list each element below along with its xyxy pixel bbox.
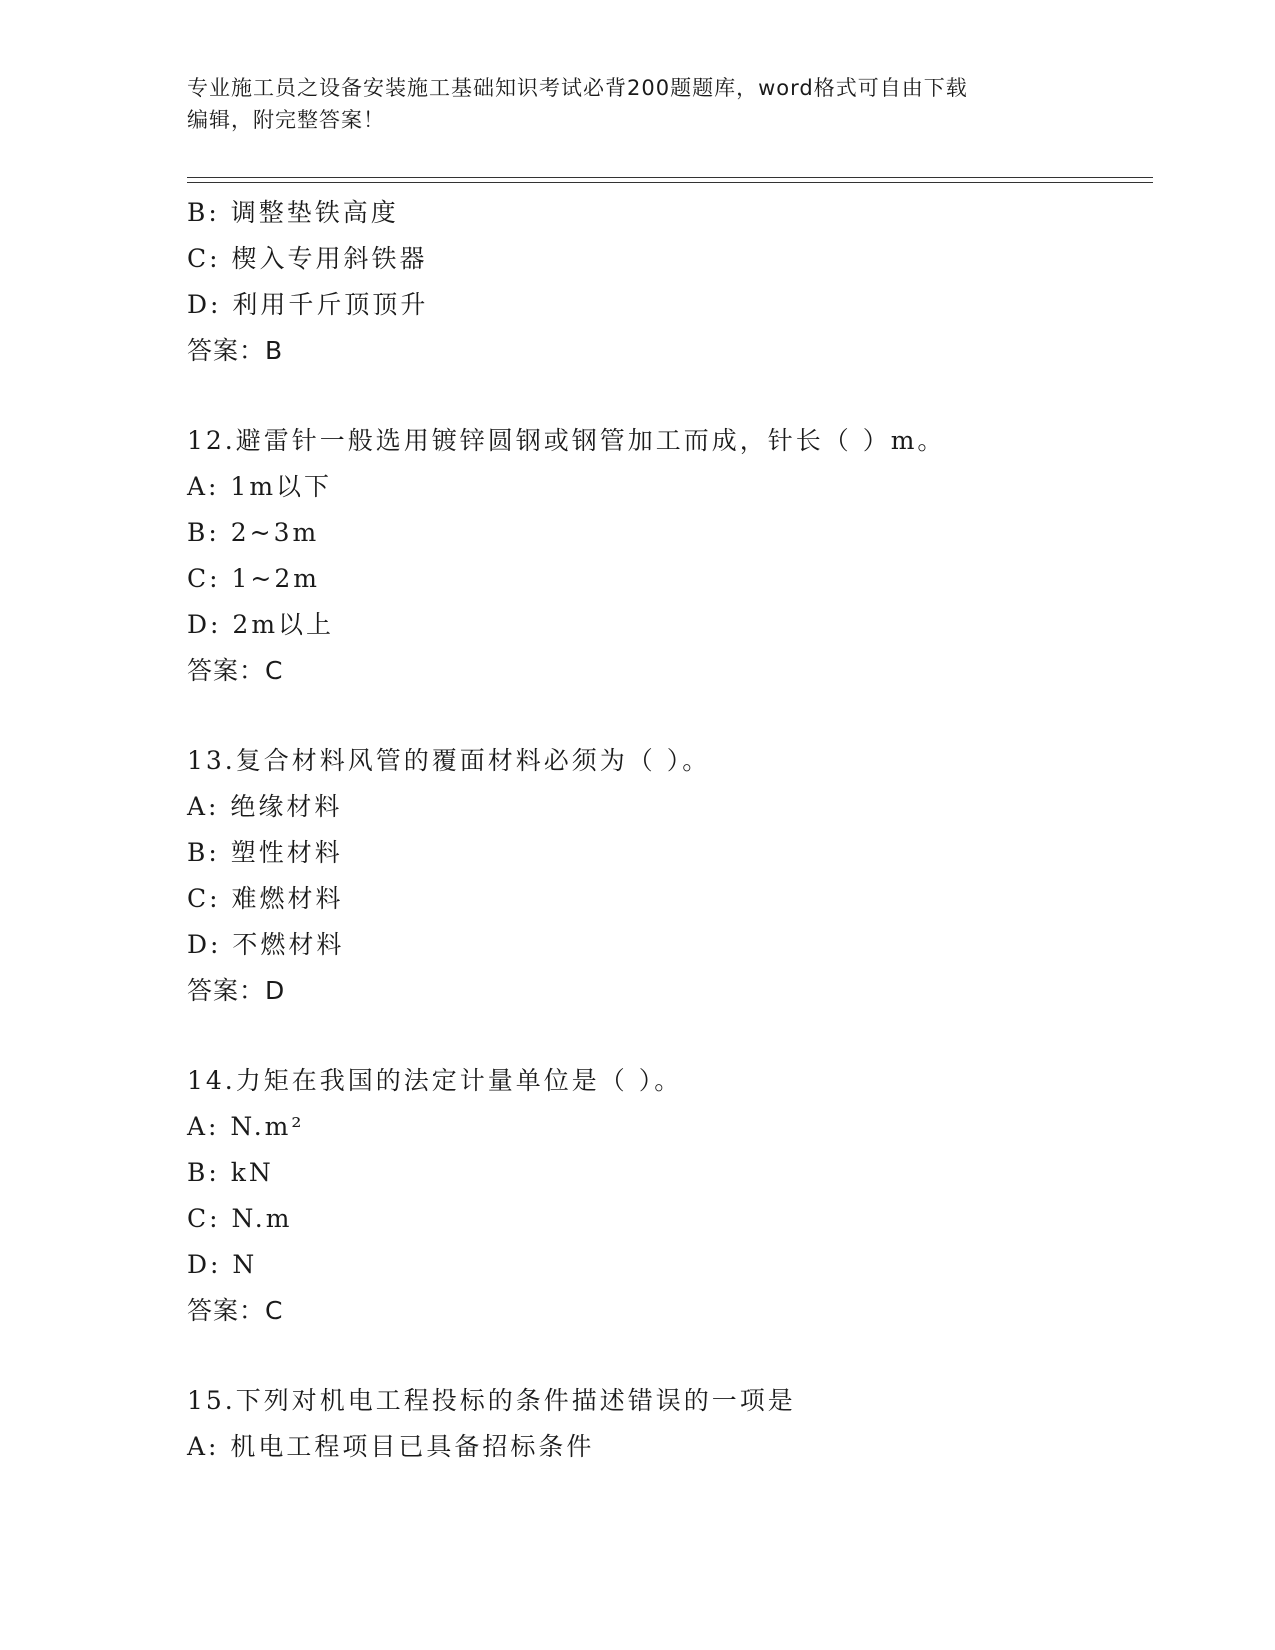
option-c: C: N.m — [187, 1204, 293, 1233]
header-rule-top — [187, 177, 1153, 178]
document-header — [187, 72, 1067, 136]
spacer — [187, 374, 1153, 418]
option-a: A: 1m以下 — [187, 472, 333, 501]
question-stem: 15.下列对机电工程投标的条件描述错误的一项是 — [187, 1386, 796, 1415]
option-d: D: N — [187, 1250, 258, 1279]
question-11-partial — [187, 190, 1153, 374]
question-13 — [187, 738, 1153, 1014]
question-14 — [187, 1058, 1153, 1334]
option-b: B: 2~3m — [187, 518, 320, 547]
header-rule-bottom — [187, 182, 1153, 183]
option-a: A: 绝缘材料 — [187, 792, 343, 821]
answer-line: 答案：C — [187, 1296, 284, 1325]
option-b: B: kN — [187, 1158, 274, 1187]
question-15 — [187, 1378, 1153, 1470]
option-b: B: 塑性材料 — [187, 838, 343, 867]
option-c: C: 1~2m — [187, 564, 320, 593]
question-stem: 13.复合材料风管的覆面材料必须为（ ）。 — [187, 746, 711, 775]
answer-line: 答案：B — [187, 336, 284, 365]
answer-line: 答案：D — [187, 976, 286, 1005]
option-c: C: 楔入专用斜铁器 — [187, 244, 428, 273]
spacer — [187, 694, 1153, 738]
option-a: A: N.m² — [187, 1112, 305, 1141]
option-a: A: 机电工程项目已具备招标条件 — [187, 1432, 595, 1461]
spacer — [187, 1334, 1153, 1378]
question-list — [187, 190, 1153, 1470]
header-title-line-1: 专业施工员之设备安装施工基础知识考试必背200题题库，word格式可自由下载 — [187, 76, 968, 100]
option-b: B: 调整垫铁高度 — [187, 198, 399, 227]
option-d: D: 2m以上 — [187, 610, 335, 639]
spacer — [187, 1014, 1153, 1058]
question-stem: 14.力矩在我国的法定计量单位是（ ）。 — [187, 1066, 683, 1095]
option-d: D: 不燃材料 — [187, 930, 345, 959]
option-c: C: 难燃材料 — [187, 884, 344, 913]
question-12 — [187, 418, 1153, 694]
option-d: D: 利用千斤顶顶升 — [187, 290, 429, 319]
answer-line: 答案：C — [187, 656, 284, 685]
question-stem: 12.避雷针一般选用镀锌圆钢或钢管加工而成，针长（ ）m。 — [187, 426, 946, 455]
header-title-line-2: 编辑，附完整答案！ — [187, 108, 385, 132]
